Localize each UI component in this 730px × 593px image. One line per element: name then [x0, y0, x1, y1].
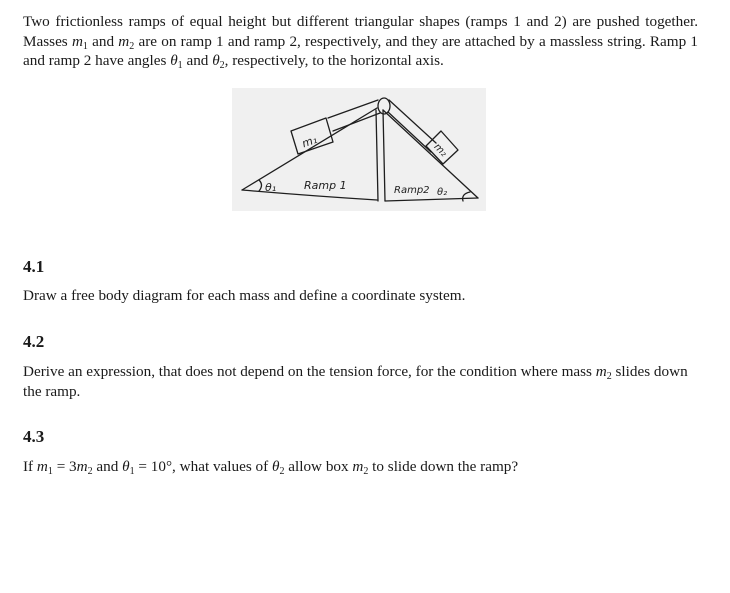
ramp2-label: Ramp2 — [394, 185, 430, 196]
section-text: Derive an expression, that does not depend on the tension force, for the condition where mass $m_2$ slides down the ramp. — [23, 363, 688, 400]
section-number: 4.3 — [23, 427, 45, 446]
section-4-3 — [23, 427, 698, 477]
ramps-sketch — [232, 88, 486, 211]
ramp1-label: Ramp 1 — [304, 179, 347, 192]
mass1-label: m₁ — [300, 132, 319, 151]
theta2-label: θ₂ — [437, 187, 448, 198]
theta1-label: θ₁ — [265, 181, 277, 194]
section-text: If $m_1 = 3m_2$ and $\theta_1 = 10^\circ$, what values of $\theta_2$ allow box $m_2$ to slide down the ramp? — [23, 458, 519, 477]
section-text: Draw a free body diagram for each mass and define a coordinate system. — [23, 287, 466, 304]
section-4-2 — [23, 332, 698, 401]
ramps-figure — [232, 88, 486, 211]
problem-page — [23, 12, 698, 477]
problem-intro: Two frictionless ramps of equal height but different triangular shapes (ramps 1 and 2) are pushed together. Masses $m_1$ and $m_2$ are on ramp 1 and ramp 2, respectively, and they are attached by a massless string. Ramp 1 and ramp 2 have angles $\theta_1$ and $\theta_2$, respectively, to the horizontal axis. — [23, 13, 698, 71]
section-number: 4.1 — [23, 257, 45, 276]
mass2-label: m₂ — [431, 141, 450, 160]
section-4-1 — [23, 257, 698, 306]
section-number: 4.2 — [23, 332, 45, 351]
